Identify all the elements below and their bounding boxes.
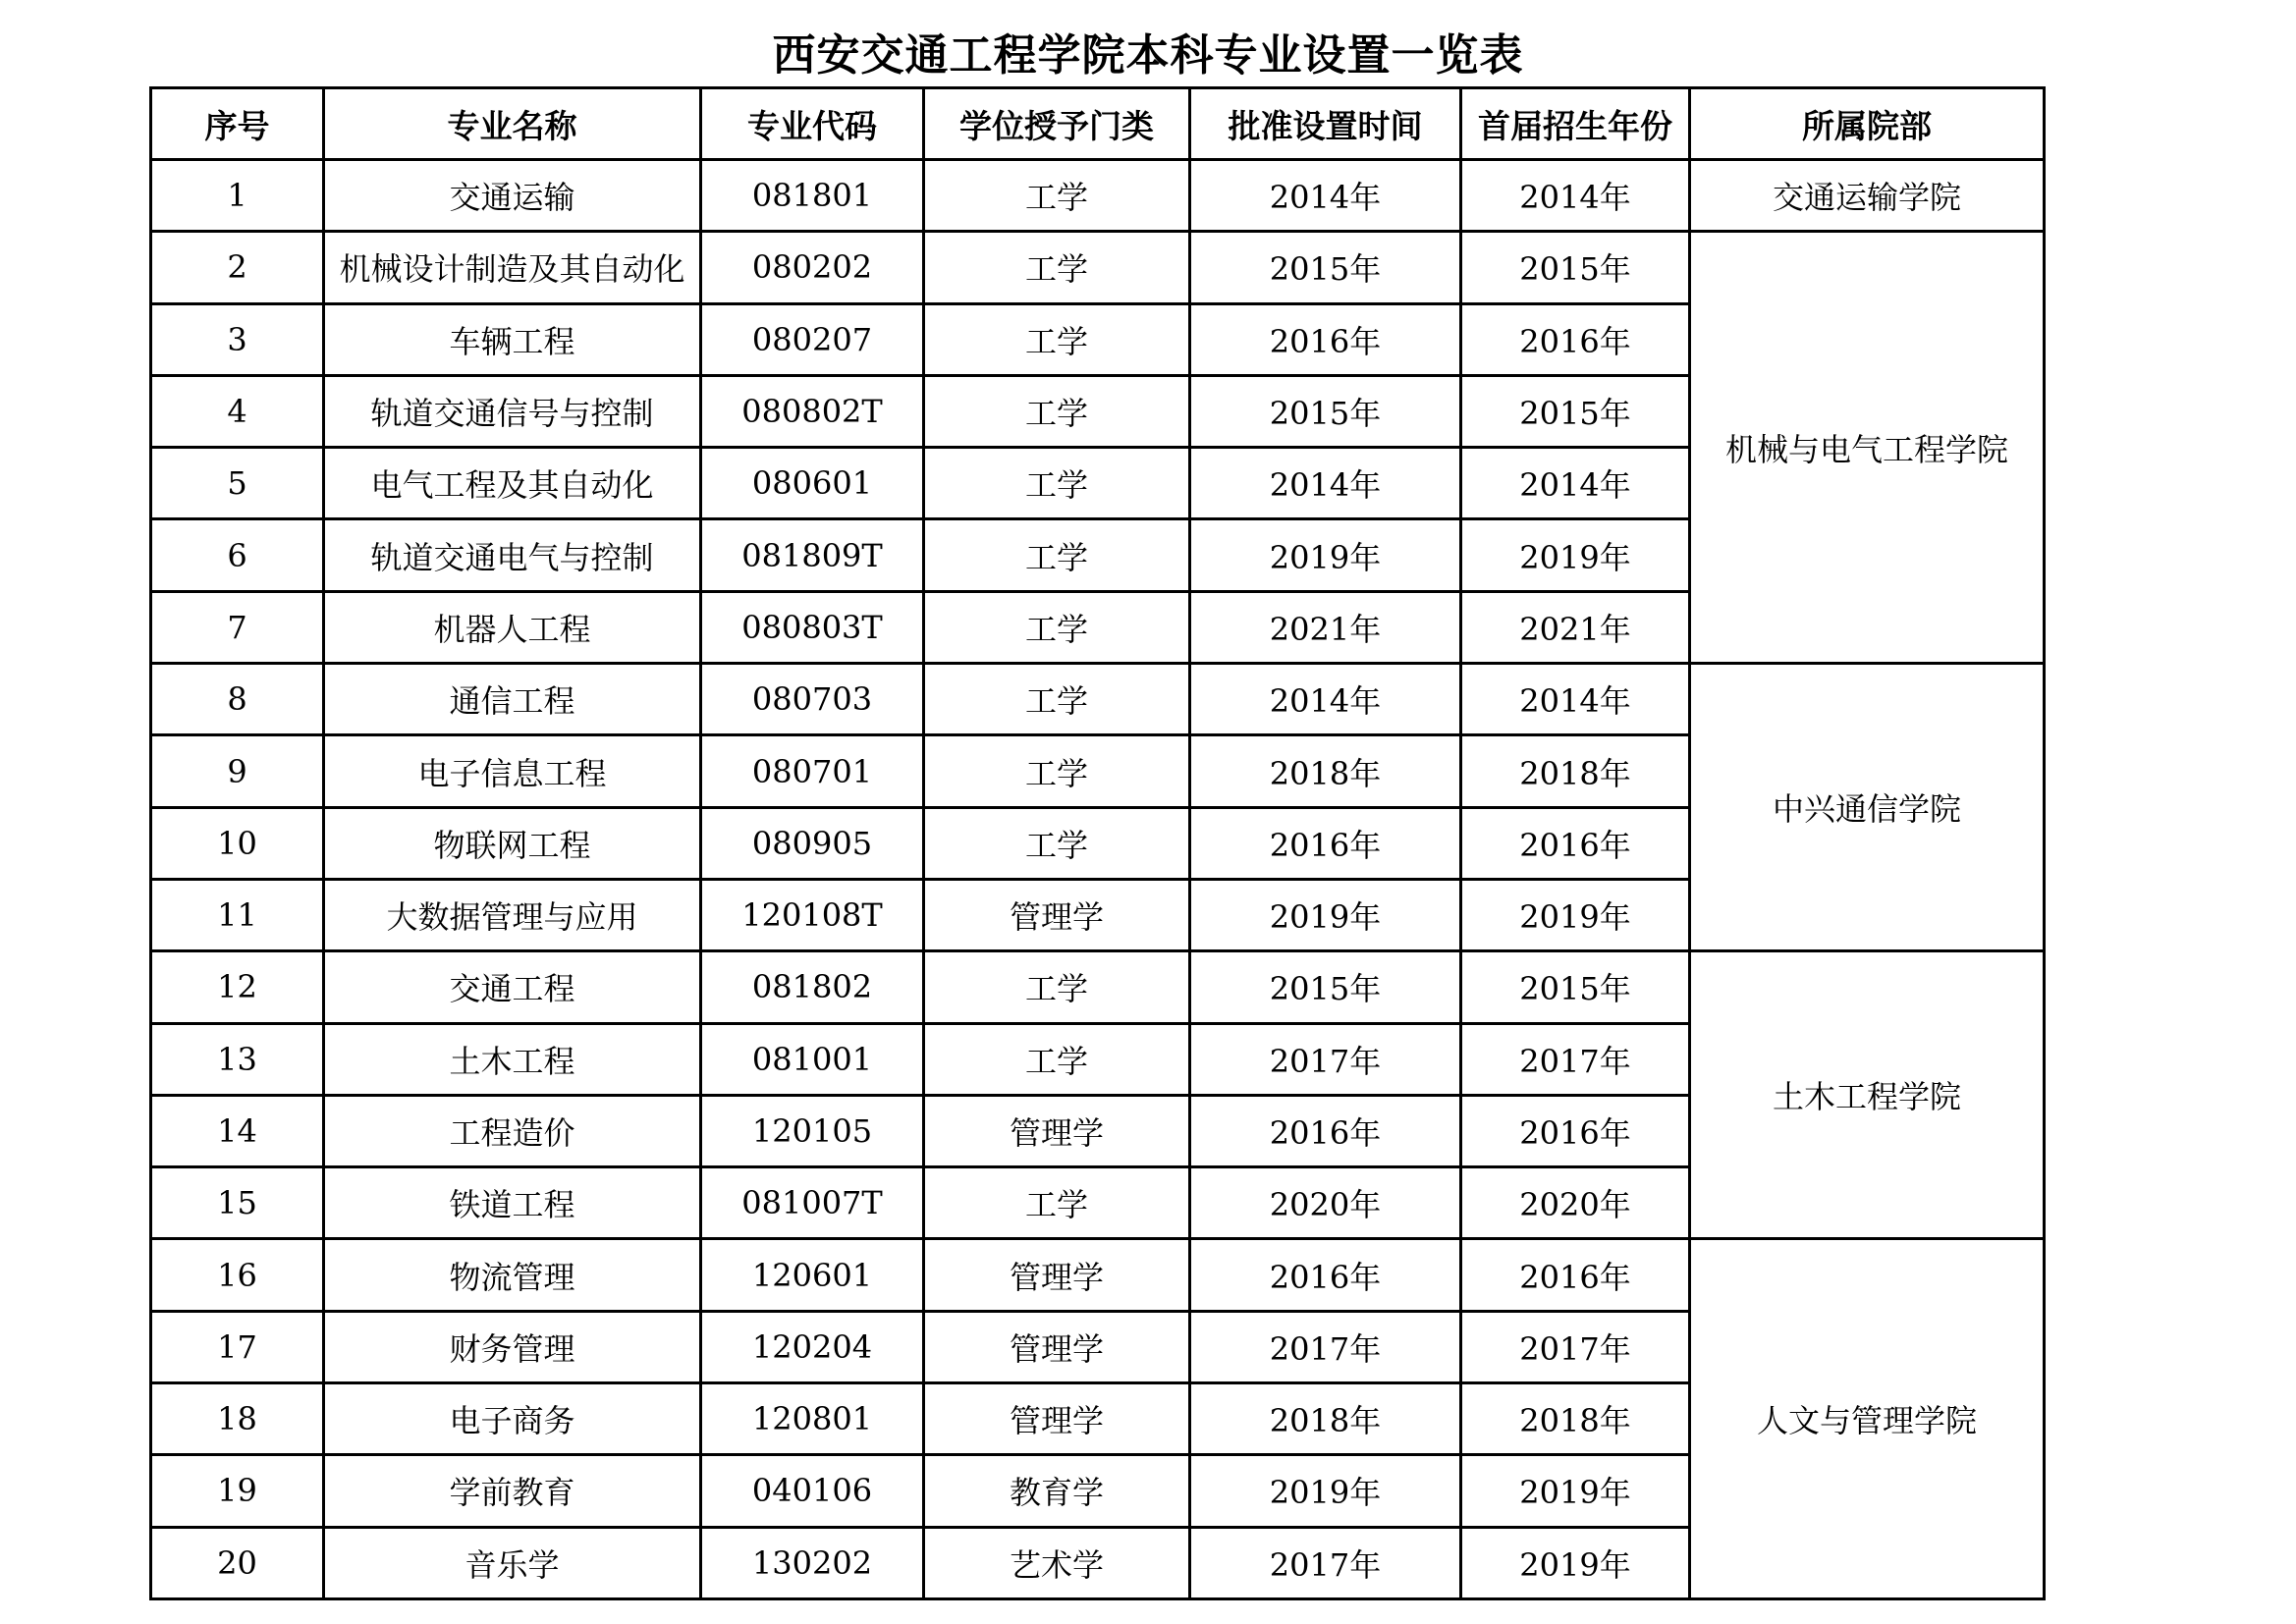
cell-major-name: 电子信息工程 [324,735,701,807]
cell-index: 15 [151,1167,324,1239]
cell-degree-category: 工学 [924,232,1190,303]
cell-first-enrollment: 2015年 [1461,232,1690,303]
cell-approval-year: 2018年 [1190,1383,1461,1455]
cell-first-enrollment: 2018年 [1461,735,1690,807]
cell-approval-year: 2018年 [1190,735,1461,807]
cell-first-enrollment: 2014年 [1461,160,1690,232]
cell-degree-category: 工学 [924,735,1190,807]
cell-major-name: 车辆工程 [324,303,701,375]
cell-major-code: 080802T [701,375,924,447]
cell-approval-year: 2014年 [1190,448,1461,519]
cell-major-name: 学前教育 [324,1455,701,1527]
cell-index: 4 [151,375,324,447]
cell-approval-year: 2017年 [1190,1023,1461,1095]
cell-first-enrollment: 2014年 [1461,448,1690,519]
cell-index: 1 [151,160,324,232]
cell-index: 14 [151,1095,324,1166]
cell-approval-year: 2019年 [1190,879,1461,950]
header-row [151,88,2045,160]
cell-index: 7 [151,591,324,663]
major-table [149,86,2046,1600]
column-header-department: 所属院部 [1690,88,2045,160]
cell-index: 2 [151,232,324,303]
table-row [151,1239,2045,1311]
cell-department: 机械与电气工程学院 [1690,232,2045,664]
cell-major-name: 财务管理 [324,1311,701,1382]
cell-degree-category: 工学 [924,375,1190,447]
cell-major-code: 081001 [701,1023,924,1095]
cell-index: 16 [151,1239,324,1311]
column-header-index: 序号 [151,88,324,160]
cell-first-enrollment: 2015年 [1461,375,1690,447]
column-header-degree-category: 学位授予门类 [924,88,1190,160]
cell-major-name: 电子商务 [324,1383,701,1455]
cell-first-enrollment: 2019年 [1461,519,1690,591]
cell-first-enrollment: 2017年 [1461,1023,1690,1095]
cell-index: 9 [151,735,324,807]
cell-first-enrollment: 2019年 [1461,1527,1690,1598]
cell-first-enrollment: 2014年 [1461,664,1690,735]
cell-degree-category: 工学 [924,951,1190,1023]
cell-first-enrollment: 2016年 [1461,303,1690,375]
cell-major-name: 铁道工程 [324,1167,701,1239]
cell-major-name: 物联网工程 [324,807,701,879]
cell-degree-category: 工学 [924,807,1190,879]
cell-degree-category: 工学 [924,160,1190,232]
cell-degree-category: 工学 [924,1167,1190,1239]
cell-approval-year: 2019年 [1190,519,1461,591]
cell-approval-year: 2016年 [1190,1239,1461,1311]
cell-first-enrollment: 2016年 [1461,1239,1690,1311]
cell-index: 17 [151,1311,324,1382]
cell-degree-category: 工学 [924,591,1190,663]
cell-major-code: 081802 [701,951,924,1023]
cell-major-name: 交通工程 [324,951,701,1023]
cell-department: 交通运输学院 [1690,160,2045,232]
cell-major-name: 物流管理 [324,1239,701,1311]
cell-major-code: 080703 [701,664,924,735]
cell-major-name: 土木工程 [324,1023,701,1095]
cell-major-code: 081801 [701,160,924,232]
cell-major-name: 机械设计制造及其自动化 [324,232,701,303]
cell-index: 11 [151,879,324,950]
cell-major-code: 080202 [701,232,924,303]
cell-department: 人文与管理学院 [1690,1239,2045,1598]
cell-approval-year: 2020年 [1190,1167,1461,1239]
cell-index: 12 [151,951,324,1023]
cell-approval-year: 2016年 [1190,1095,1461,1166]
column-header-first-enrollment: 首届招生年份 [1461,88,1690,160]
cell-major-name: 机器人工程 [324,591,701,663]
document-title: 西安交通工程学院本科专业设置一览表 [772,30,1524,81]
cell-major-code: 080701 [701,735,924,807]
cell-major-name: 音乐学 [324,1527,701,1598]
cell-first-enrollment: 2016年 [1461,1095,1690,1166]
table-row [151,664,2045,735]
cell-degree-category: 管理学 [924,879,1190,950]
cell-first-enrollment: 2020年 [1461,1167,1690,1239]
cell-first-enrollment: 2019年 [1461,1455,1690,1527]
cell-degree-category: 管理学 [924,1239,1190,1311]
cell-degree-category: 工学 [924,1023,1190,1095]
cell-major-code: 081007T [701,1167,924,1239]
cell-major-code: 120204 [701,1311,924,1382]
cell-index: 3 [151,303,324,375]
cell-department: 土木工程学院 [1690,951,2045,1239]
column-header-major-name: 专业名称 [324,88,701,160]
cell-index: 8 [151,664,324,735]
cell-approval-year: 2021年 [1190,591,1461,663]
cell-major-code: 080905 [701,807,924,879]
cell-index: 13 [151,1023,324,1095]
cell-major-code: 081809T [701,519,924,591]
cell-first-enrollment: 2015年 [1461,951,1690,1023]
cell-first-enrollment: 2019年 [1461,879,1690,950]
cell-first-enrollment: 2021年 [1461,591,1690,663]
cell-degree-category: 工学 [924,303,1190,375]
cell-approval-year: 2015年 [1190,375,1461,447]
table-row [151,951,2045,1023]
column-header-major-code: 专业代码 [701,88,924,160]
cell-approval-year: 2014年 [1190,664,1461,735]
cell-approval-year: 2016年 [1190,303,1461,375]
cell-department: 中兴通信学院 [1690,664,2045,951]
cell-major-name: 大数据管理与应用 [324,879,701,950]
cell-major-name: 工程造价 [324,1095,701,1166]
cell-major-code: 080601 [701,448,924,519]
cell-first-enrollment: 2016年 [1461,807,1690,879]
cell-approval-year: 2015年 [1190,232,1461,303]
cell-major-name: 交通运输 [324,160,701,232]
cell-index: 6 [151,519,324,591]
cell-major-name: 轨道交通信号与控制 [324,375,701,447]
cell-major-code: 040106 [701,1455,924,1527]
cell-degree-category: 工学 [924,664,1190,735]
cell-approval-year: 2016年 [1190,807,1461,879]
cell-major-code: 120108T [701,879,924,950]
cell-index: 5 [151,448,324,519]
cell-major-code: 120601 [701,1239,924,1311]
cell-degree-category: 教育学 [924,1455,1190,1527]
cell-degree-category: 管理学 [924,1095,1190,1166]
table-row [151,160,2045,232]
table-body [151,160,2045,1599]
cell-approval-year: 2019年 [1190,1455,1461,1527]
cell-degree-category: 工学 [924,448,1190,519]
cell-major-code: 120801 [701,1383,924,1455]
cell-major-code: 080803T [701,591,924,663]
cell-index: 19 [151,1455,324,1527]
cell-major-code: 120105 [701,1095,924,1166]
cell-first-enrollment: 2018年 [1461,1383,1690,1455]
cell-index: 20 [151,1527,324,1598]
cell-first-enrollment: 2017年 [1461,1311,1690,1382]
cell-major-code: 080207 [701,303,924,375]
cell-approval-year: 2015年 [1190,951,1461,1023]
cell-degree-category: 工学 [924,519,1190,591]
cell-approval-year: 2017年 [1190,1311,1461,1382]
column-header-approval-year: 批准设置时间 [1190,88,1461,160]
cell-degree-category: 管理学 [924,1383,1190,1455]
table-row [151,232,2045,303]
cell-index: 10 [151,807,324,879]
cell-major-name: 通信工程 [324,664,701,735]
cell-degree-category: 管理学 [924,1311,1190,1382]
cell-major-code: 130202 [701,1527,924,1598]
cell-major-name: 轨道交通电气与控制 [324,519,701,591]
cell-major-name: 电气工程及其自动化 [324,448,701,519]
cell-degree-category: 艺术学 [924,1527,1190,1598]
cell-approval-year: 2017年 [1190,1527,1461,1598]
cell-index: 18 [151,1383,324,1455]
cell-approval-year: 2014年 [1190,160,1461,232]
